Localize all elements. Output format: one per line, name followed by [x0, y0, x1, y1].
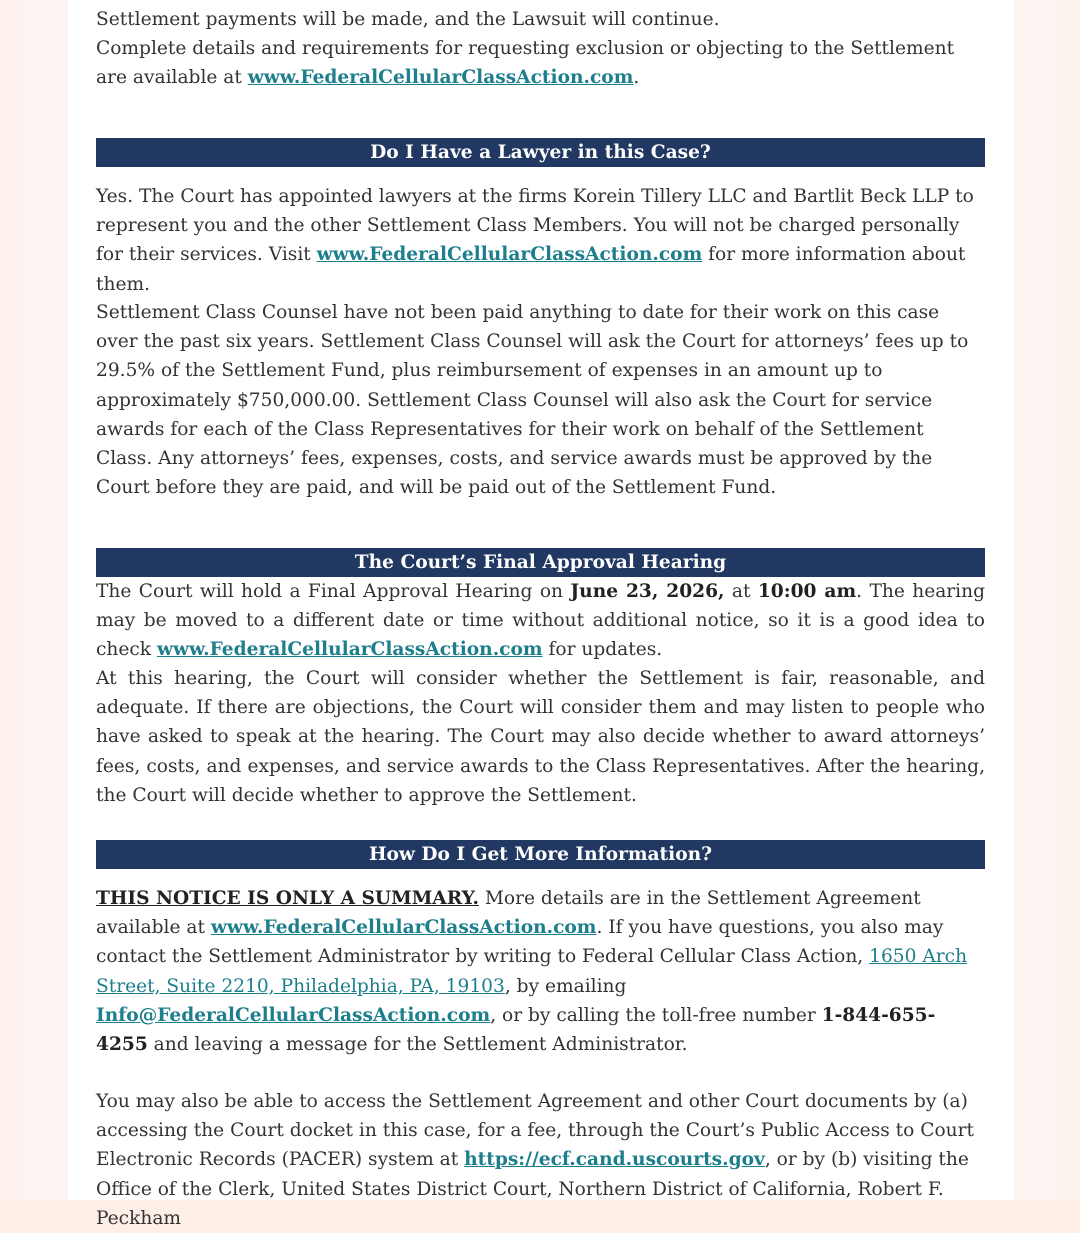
- address-link[interactable]: 1650 Arch Street, Suite 2210, Philadelphia, PA, 19103: [96, 946, 968, 997]
- section-header-hearing: The Court’s Final Approval Hearing: [96, 548, 985, 577]
- hearing-date: June 23, 2026,: [570, 581, 725, 602]
- hearing-paragraph-2: At this hearing, the Court will consider whether the Settlement is fair, reasonable, and adequate. If there are objections, the Court will consider them and may listen to people who have asked to speak at the hearing. The Court may also decide whether to award attorneys’ fees, costs, and expenses, and service awards to the Class Representatives. After the hearing, the Court will decide whether to approve the Settlement.: [96, 668, 985, 806]
- website-link[interactable]: www.FederalCellularClassAction.com: [247, 67, 634, 89]
- info-paragraph-2: You may also be able to access the Settlement Agreement and other Court documents by (a) accessing the Court docket in this case, for a fee, through the Court’s Public Access to Court Electronic Records (PACER) system at https://ecf.cand.uscourts.gov, or by (b) visiting the Office of the Clerk, United States District Court, Northern District of California, Robert F. Peckham: [96, 1091, 975, 1229]
- section-header-info: How Do I Get More Information?: [96, 840, 985, 869]
- lawyer-paragraph-1: Yes. The Court has appointed lawyers at the firms Korein Tillery LLC and Bartlit Beck LLP to represent you and the other Settlement Class Members. You will not be charged personally for their services. Visit www.FederalCellularClassAction.com for more information about them.: [96, 186, 974, 295]
- lawyer-paragraph-2: Settlement Class Counsel have not been paid anything to date for their work on this case over the past six years. Settlement Class Counsel will ask the Court for attorneys’ fees up to 29.5% of the Settlement Fund, plus reimbursement of expenses in an amount up to approximately $750,000.00. Settlement Class Counsel will also ask the Court for service awards for each of the Class Representatives for their work on behalf of the Settlement Class. Any attorneys’ fees, expenses, costs, and service awards must be approved by the Court before they are paid, and will be paid out of the Settlement Fund.: [96, 302, 969, 499]
- left-page-margin: [0, 0, 18, 1200]
- summary-notice: THIS NOTICE IS ONLY A SUMMARY.: [96, 888, 479, 909]
- pacer-link[interactable]: https://ecf.cand.uscourts.gov: [464, 1149, 765, 1171]
- top-paragraph: Settlement payments will be made, and the Lawsuit will continue. Complete details and requirements for requesting exclusion or objecting to the Settlement are available at www.FederalCellularClassAction.com.: [96, 9, 955, 89]
- hearing-time: 10:00 am: [757, 581, 857, 602]
- email-link[interactable]: Info@FederalCellularClassAction.com: [96, 1004, 491, 1026]
- website-link[interactable]: www.FederalCellularClassAction.com: [156, 639, 543, 661]
- phone-number: 1-844-655-4255: [96, 1004, 936, 1056]
- info-paragraph-1: THIS NOTICE IS ONLY A SUMMARY. More details are in the Settlement Agreement available at www.FederalCellularClassAction.com. If you have questions, you also may contact the Settlement Administrator by writing to Federal Cellular Class Action, 1650 Arch Street, Suite 2210, Philadelphia, PA, 19103, by emailing Info@FederalCellularClassAction.com, or by calling the toll-free number 1-844-655-4255 and leaving a message for the Settlement Administrator.: [96, 888, 968, 1056]
- section-header-lawyer: Do I Have a Lawyer in this Case?: [96, 138, 985, 167]
- website-link[interactable]: www.FederalCellularClassAction.com: [316, 244, 703, 266]
- right-page-margin: [1062, 0, 1080, 1200]
- top-line-1: Settlement payments will be made, and the Lawsuit will continue.: [96, 9, 720, 30]
- website-link[interactable]: www.FederalCellularClassAction.com: [210, 917, 597, 939]
- hearing-paragraph-1: The Court will hold a Final Approval Hearing on June 23, 2026, at 10:00 am. The hearing may be moved to a different date or time without additional notice, so it is a good idea to check www.FederalCellularClassAction.com for updates.: [96, 581, 985, 661]
